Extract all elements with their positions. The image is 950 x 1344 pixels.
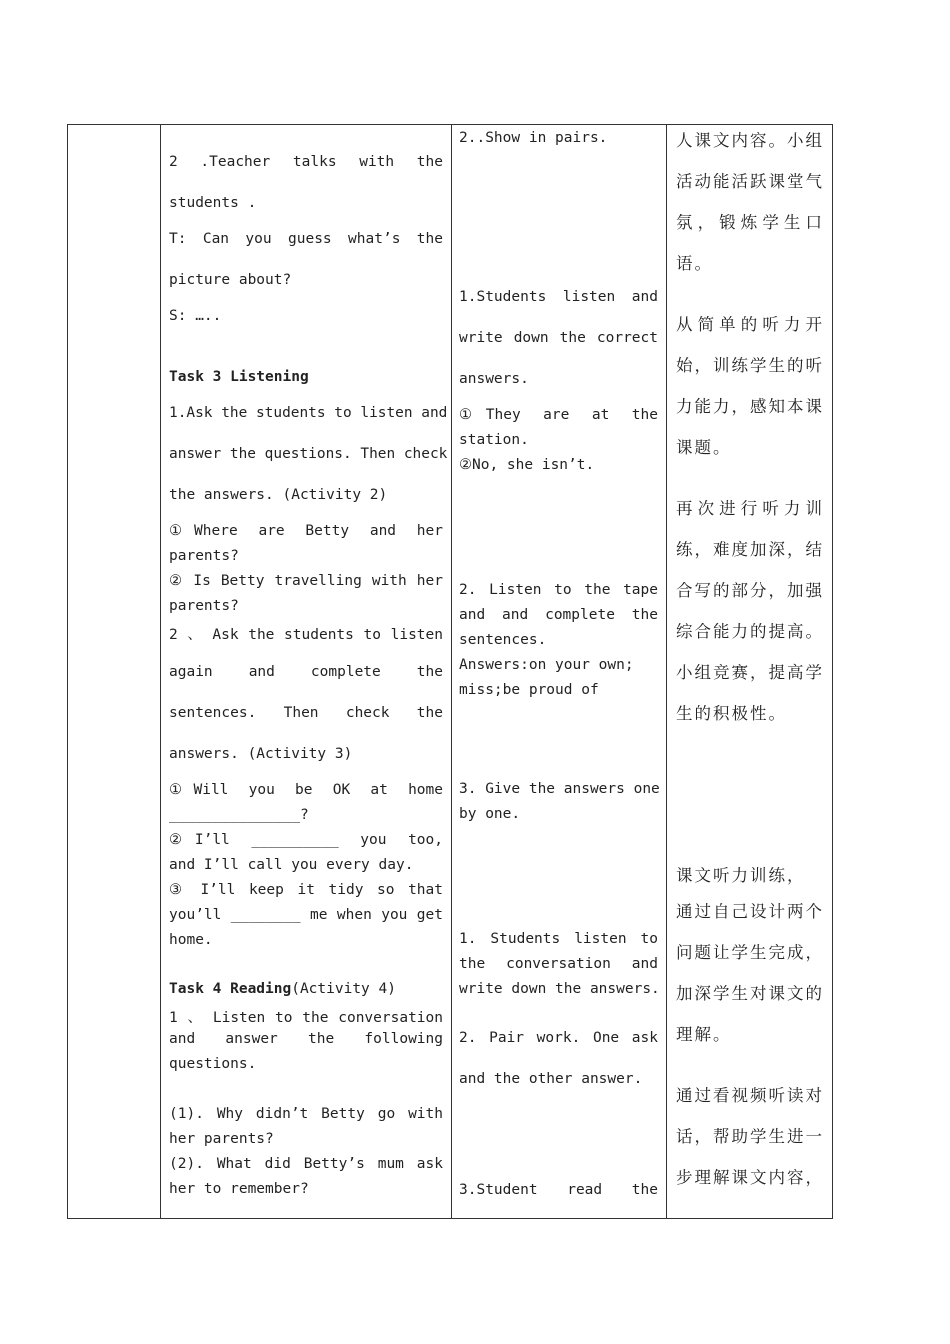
text-line: you’ll ________ me when you get [169, 907, 443, 923]
text-line: 2 .Teacher talks with the [169, 154, 443, 170]
text-line: _______________? [169, 807, 309, 823]
text-line: T: Can you guess what’s the [169, 231, 443, 247]
text-line: her to remember? [169, 1181, 309, 1197]
text-line: 通过自己设计两个 [676, 902, 824, 921]
text-line: 合写的部分，加强 [676, 581, 824, 600]
text-line: write down the answers. [459, 981, 660, 997]
text-line: 问题让学生完成， [676, 943, 824, 962]
text-line: and and complete the [459, 607, 658, 623]
text-line: questions. [169, 1056, 257, 1072]
text-line: 步理解课文内容， [676, 1168, 824, 1187]
text-line: 氛，锻炼学生口 [676, 213, 824, 232]
text-line: students . [169, 195, 257, 211]
column-design-intent [667, 124, 833, 1219]
text-line: 2. Pair work. One ask [459, 1030, 658, 1046]
text-line: parents? [169, 598, 239, 614]
text-line: ①Where are Betty and her [169, 523, 443, 539]
text-line: 理解。 [676, 1025, 732, 1044]
text-line: 力能力，感知本课 [676, 397, 824, 416]
text-line: 人课文内容。小组 [676, 131, 824, 150]
text-line: picture about? [169, 272, 292, 288]
text-line: (2). What did Betty’s mum ask [169, 1156, 443, 1172]
text-line: 通过看视频听读对 [676, 1086, 824, 1105]
text-line: 从简单的听力开 [676, 315, 824, 334]
text-line: 2. Listen to the tape [459, 582, 658, 598]
text-line: 小组竞赛，提高学 [676, 663, 824, 682]
text-line: ①They are at the [459, 407, 658, 423]
text-line: 1.Students listen and [459, 289, 658, 305]
task4-suffix: (Activity 4) [291, 981, 396, 997]
text-line: ③ I’ll keep it tidy so that [169, 882, 443, 898]
text-line: ②I’ll __________ you too, [169, 832, 443, 848]
text-line: ②No, she isn’t. [459, 457, 595, 473]
text-line: miss;be proud of [459, 682, 599, 698]
text-line: 始，训练学生的听 [676, 356, 824, 375]
text-line: S: ….. [169, 308, 222, 324]
text-line: 3. Give the answers one [459, 781, 660, 797]
text-line: 综合能力的提高。 [676, 622, 824, 641]
text-line: 2..Show in pairs. [459, 130, 608, 146]
text-line: answers. [459, 371, 529, 387]
text-line: sentences. [459, 632, 547, 648]
text-line: and answer the following [169, 1031, 443, 1047]
text-line: 话，帮助学生进一 [676, 1127, 824, 1146]
text-line: Answers:on your own; [459, 657, 634, 673]
text-line: the conversation and [459, 956, 658, 972]
task4-title: Task 4 Reading [169, 981, 292, 997]
text-line: 加深学生对课文的 [676, 984, 824, 1003]
text-line: 1. Students listen to [459, 931, 658, 947]
text-line: again and complete the [169, 664, 443, 680]
text-line: the answers. (Activity 2) [169, 487, 388, 503]
text-line: 课题。 [676, 438, 732, 457]
text-line: 活动能活跃课堂气 [676, 172, 824, 191]
text-line: 3.Student read the [459, 1182, 658, 1198]
text-line: ② Is Betty travelling with her [169, 573, 443, 589]
text-line: answer the questions. Then check [169, 446, 448, 462]
text-line: 1 、 Listen to the conversation [169, 1010, 443, 1026]
text-line: by one. [459, 806, 521, 822]
text-line: 2 、 Ask the students to listen [169, 627, 443, 643]
text-line: and I’ll call you every day. [169, 857, 414, 873]
text-line: 练，难度加深，结 [676, 540, 824, 559]
text-line: and the other answer. [459, 1071, 643, 1087]
column-teacher-activities [161, 124, 451, 1219]
text-line: 课文听力训练， [676, 866, 806, 885]
text-line: sentences. Then check the [169, 705, 443, 721]
text-line: parents? [169, 548, 239, 564]
text-line: station. [459, 432, 529, 448]
text-line: write down the correct [459, 330, 658, 346]
text-line: home. [169, 932, 213, 948]
column-blank [68, 124, 160, 1219]
text-line: answers. (Activity 3) [169, 746, 353, 762]
task4-heading [169, 981, 396, 997]
text-line: (1). Why didn’t Betty go with [169, 1106, 443, 1122]
text-line: 生的积极性。 [676, 704, 787, 723]
text-line: 1.Ask the students to listen and [169, 405, 448, 421]
text-line: 语。 [676, 254, 713, 273]
text-line: 再次进行听力训 [676, 499, 824, 518]
column-student-activities [452, 124, 666, 1219]
text-line: her parents? [169, 1131, 274, 1147]
text-line: ①Will you be OK at home [169, 782, 443, 798]
task3-heading: Task 3 Listening [169, 369, 309, 385]
